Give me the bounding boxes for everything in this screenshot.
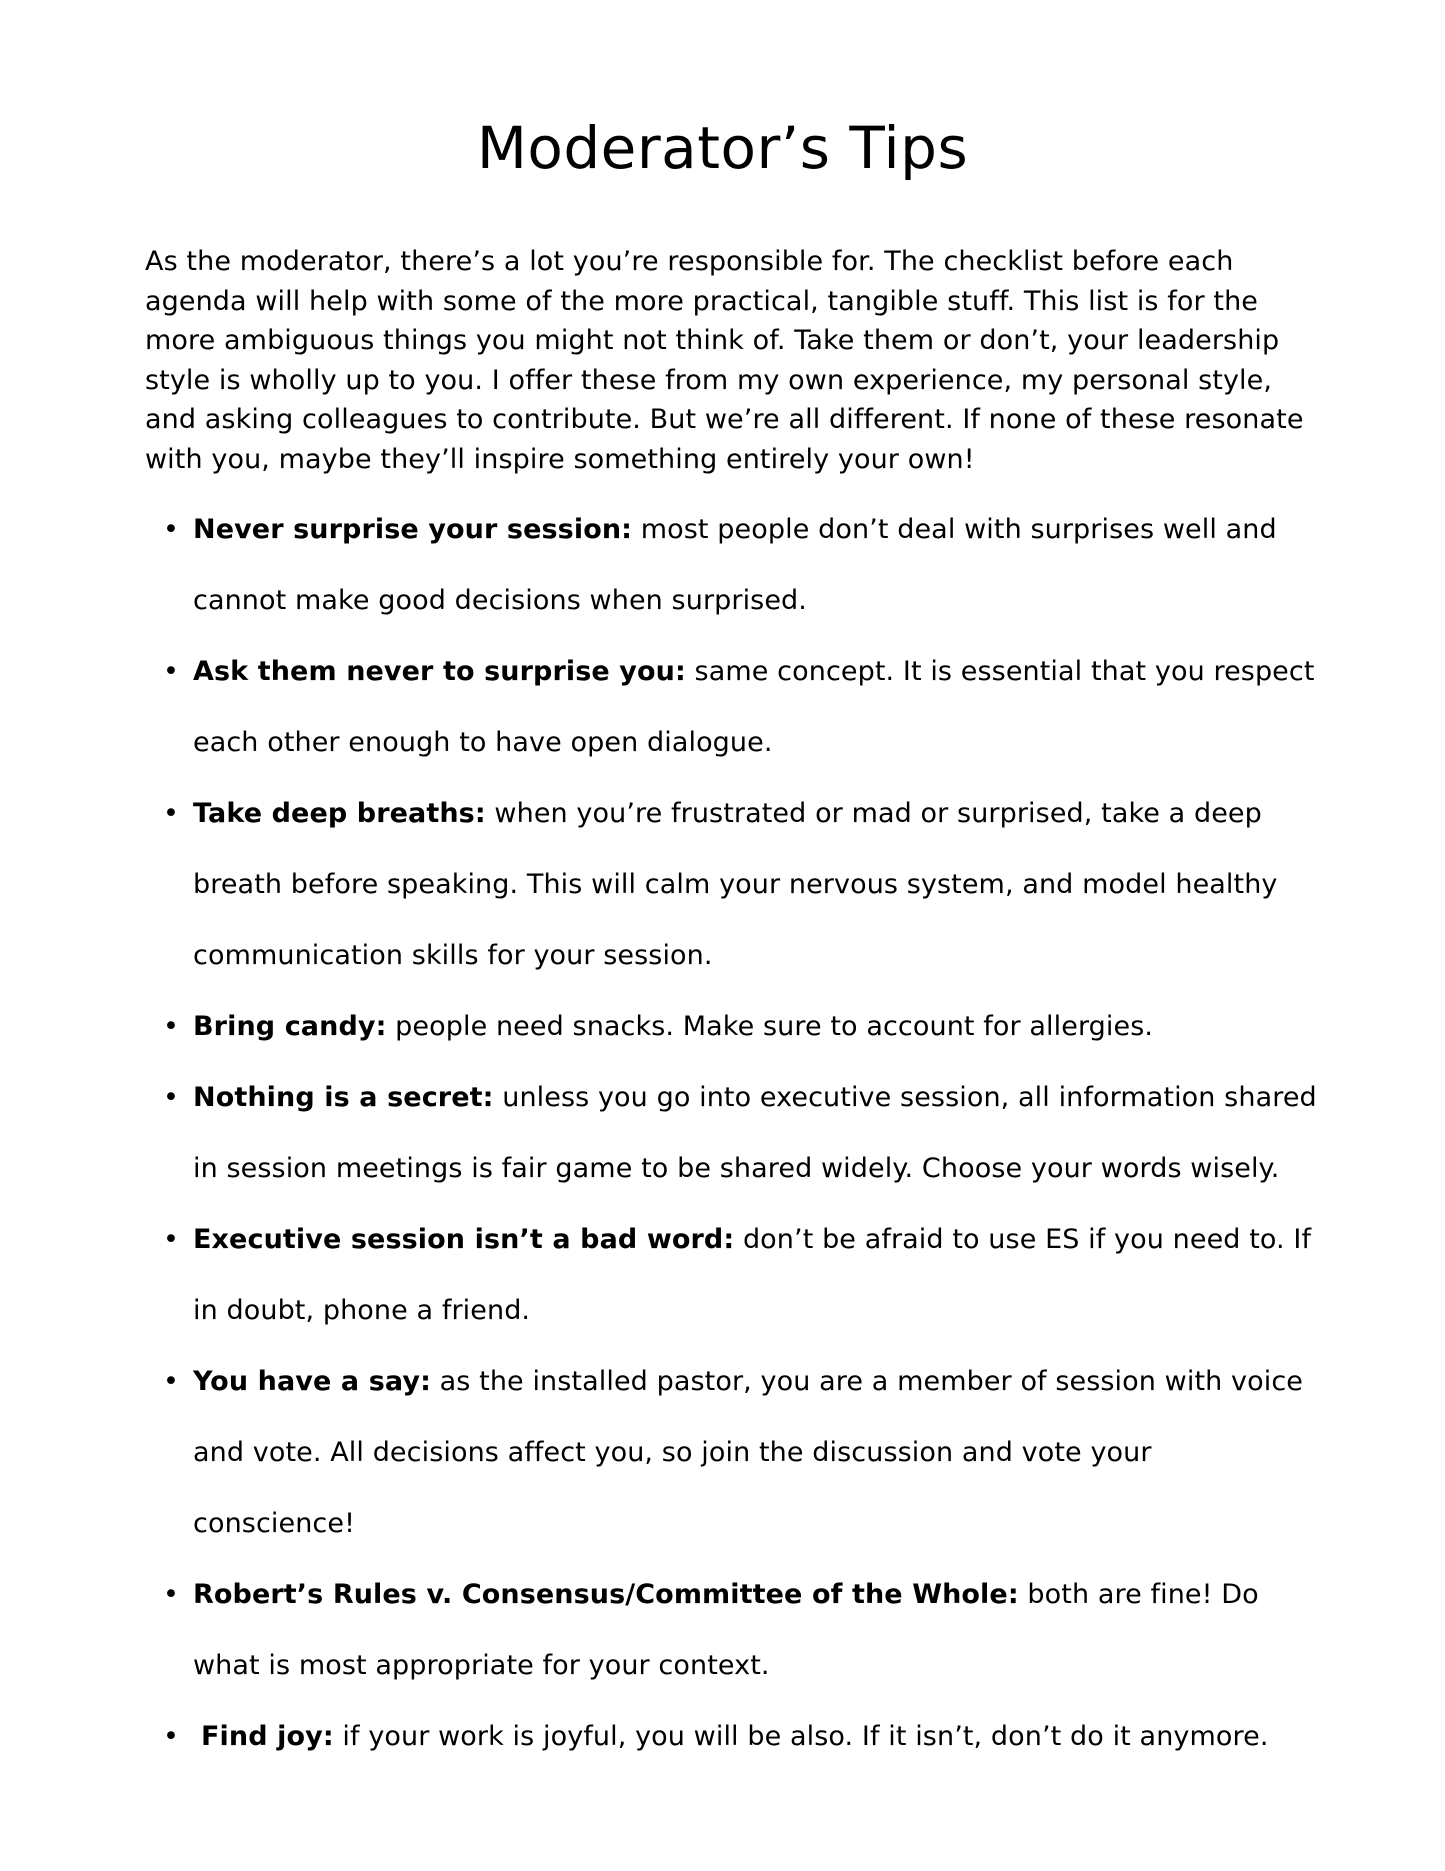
tip-heading: Bring candy:: [193, 1011, 387, 1042]
tip-heading: Executive session isn’t a bad word:: [193, 1224, 735, 1255]
list-item: [145, 1204, 1320, 1346]
tip-text: if your work is joyful, you will be also. If it isn’t, don’t do it anymore.: [333, 1721, 1269, 1752]
tip-heading: Robert’s Rules v. Consensus/Committee of the Whole:: [193, 1579, 1019, 1610]
bullet-icon: •: [163, 1579, 180, 1610]
bullet-icon: •: [163, 1224, 180, 1255]
intro-paragraph: As the moderator, there’s a lot you’re responsible for. The checklist before each agenda will help with some of the more practical, tangible stuff. This list is for the more ambiguous things you might not think of. Take them or don’t, your leadership style is wholly up to you. I offer these from my own experience, my personal style, and asking colleagues to contribute. But we’re all different. If none of these resonate with you, maybe they’ll inspire something entirely your own!: [145, 246, 1304, 475]
tip-heading: Find joy:: [201, 1721, 334, 1752]
list-item: [145, 1559, 1320, 1701]
list-item: [145, 991, 1320, 1062]
list-item: [145, 778, 1320, 991]
tips-list: [145, 494, 1320, 1772]
tip-heading: Take deep breaths:: [193, 798, 486, 829]
list-item: [145, 1062, 1320, 1204]
tip-text: when you’re frustrated or mad or surprised, take a deep breath before speaking. This will calm your nervous system, and model healthy communication skills for your session.: [193, 798, 1278, 971]
bullet-icon: •: [163, 514, 180, 545]
tip-text: don’t be afraid to use ES if you need to. If in doubt, phone a friend.: [193, 1224, 1312, 1326]
tip-text: people need snacks. Make sure to account for allergies.: [386, 1011, 1154, 1042]
list-item: [145, 494, 1320, 636]
page-title: Moderator’s Tips: [476, 114, 969, 182]
tip-heading: You have a say:: [193, 1366, 431, 1397]
bullet-icon: •: [163, 1082, 180, 1113]
list-item: [145, 636, 1320, 778]
tip-text: both are fine! Do what is most appropriate for your context.: [193, 1579, 1259, 1681]
bullet-icon: •: [163, 1721, 180, 1752]
tip-heading: Nothing is a secret:: [193, 1082, 494, 1113]
bullet-icon: •: [163, 798, 180, 829]
bullet-icon: •: [163, 1366, 180, 1397]
list-item: [145, 1346, 1320, 1559]
list-item: [145, 1701, 1320, 1772]
tip-text: unless you go into executive session, all information shared in session meetings is fair game to be shared widely. Choose your words wisely.: [193, 1082, 1317, 1184]
bullet-icon: •: [163, 656, 180, 687]
tip-text: most people don’t deal with surprises well and cannot make good decisions when surprised.: [193, 514, 1277, 616]
tip-heading: Ask them never to surprise you:: [193, 656, 686, 687]
tip-text: same concept. It is essential that you respect each other enough to have open dialogue.: [193, 656, 1315, 758]
tip-heading: Never surprise your session:: [193, 514, 633, 545]
tip-text: as the installed pastor, you are a member of session with voice and vote. All decisions affect you, so join the discussion and vote your conscience!: [193, 1366, 1303, 1539]
bullet-icon: •: [163, 1011, 180, 1042]
